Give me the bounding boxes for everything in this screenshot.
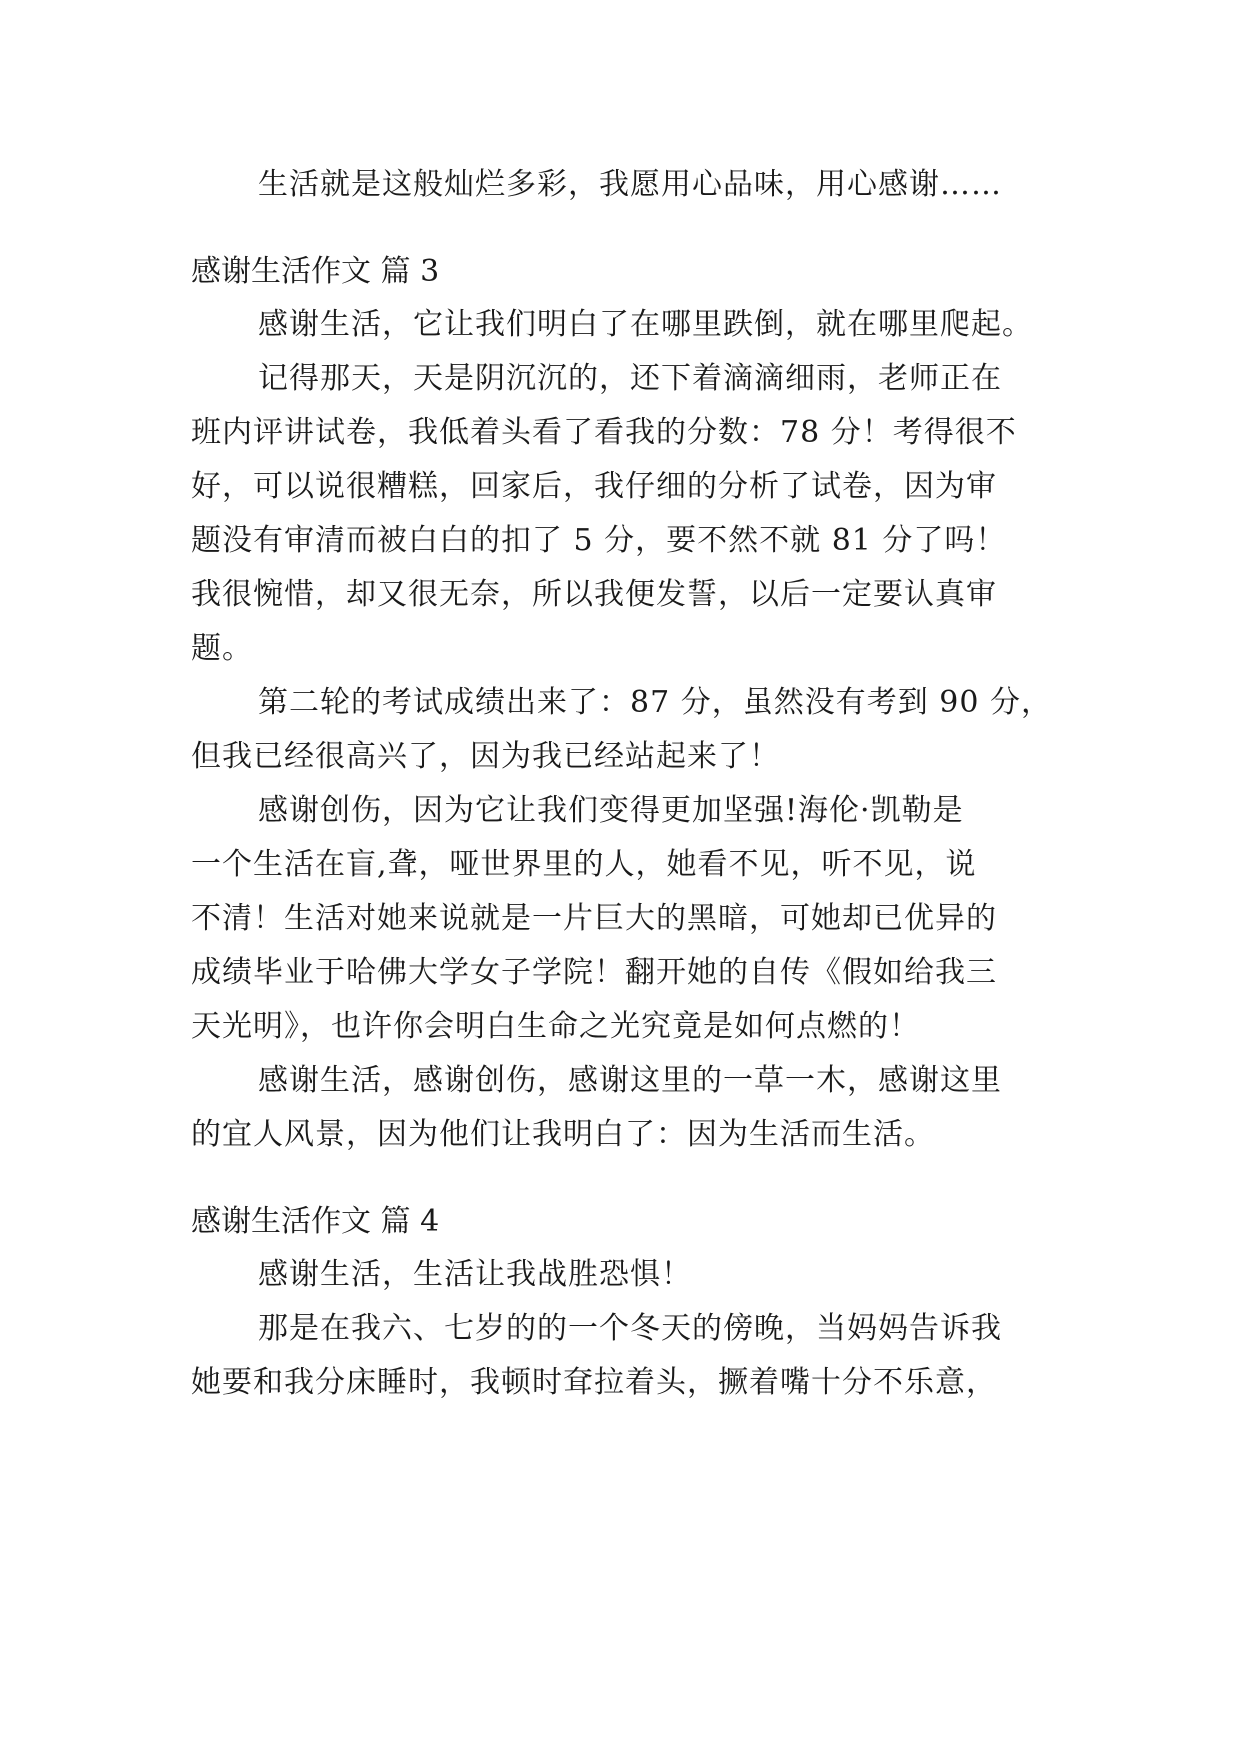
section-heading-4: 感谢生活作文 篇 4 — [191, 1204, 440, 1239]
paragraph-line: 她要和我分床睡时，我顿时耷拉着头，撅着嘴十分不乐意， — [191, 1365, 997, 1400]
paragraph-line: 记得那天，天是阴沉沉的，还下着滴滴细雨，老师正在 — [258, 361, 1002, 396]
paragraph-line: 生活就是这般灿烂多彩，我愿用心品味，用心感谢…… — [258, 167, 1002, 202]
paragraph-line: 题。 — [191, 631, 253, 666]
paragraph-line: 感谢创伤，因为它让我们变得更加坚强!海伦·凯勒是 — [258, 793, 964, 828]
paragraph-line: 班内评讲试卷，我低着头看了看我的分数：78 分！考得很不 — [191, 415, 1017, 450]
paragraph-line: 我很惋惜，却又很无奈，所以我便发誓，以后一定要认真审 — [191, 577, 997, 612]
paragraph-line: 成绩毕业于哈佛大学女子学院！翻开她的自传《假如给我三 — [191, 955, 997, 990]
paragraph-line: 好，可以说很糟糕，回家后，我仔细的分析了试卷，因为审 — [191, 469, 997, 504]
paragraph-line: 但我已经很高兴了，因为我已经站起来了！ — [191, 739, 780, 774]
paragraph-line: 感谢生活，它让我们明白了在哪里跌倒，就在哪里爬起。 — [258, 307, 1033, 342]
section-heading-3: 感谢生活作文 篇 3 — [191, 254, 440, 289]
paragraph-line: 那是在我六、七岁的的一个冬天的傍晚，当妈妈告诉我 — [258, 1311, 1002, 1346]
paragraph-line: 不清！生活对她来说就是一片巨大的黑暗，可她却已优异的 — [191, 901, 997, 936]
paragraph-line: 感谢生活，感谢创伤，感谢这里的一草一木，感谢这里 — [258, 1063, 1002, 1098]
paragraph-line: 一个生活在盲,聋，哑世界里的人，她看不见，听不见，说 — [191, 847, 977, 882]
paragraph-line: 第二轮的考试成绩出来了：87 分，虽然没有考到 90 分， — [258, 685, 1052, 720]
paragraph-line: 题没有审清而被白白的扣了 5 分，要不然不就 81 分了吗！ — [191, 523, 1007, 558]
paragraph-line: 的宜人风景，因为他们让我明白了：因为生活而生活。 — [191, 1117, 935, 1152]
paragraph-line: 感谢生活，生活让我战胜恐惧！ — [258, 1257, 692, 1292]
paragraph-line: 天光明》，也许你会明白生命之光究竟是如何点燃的！ — [191, 1009, 920, 1044]
